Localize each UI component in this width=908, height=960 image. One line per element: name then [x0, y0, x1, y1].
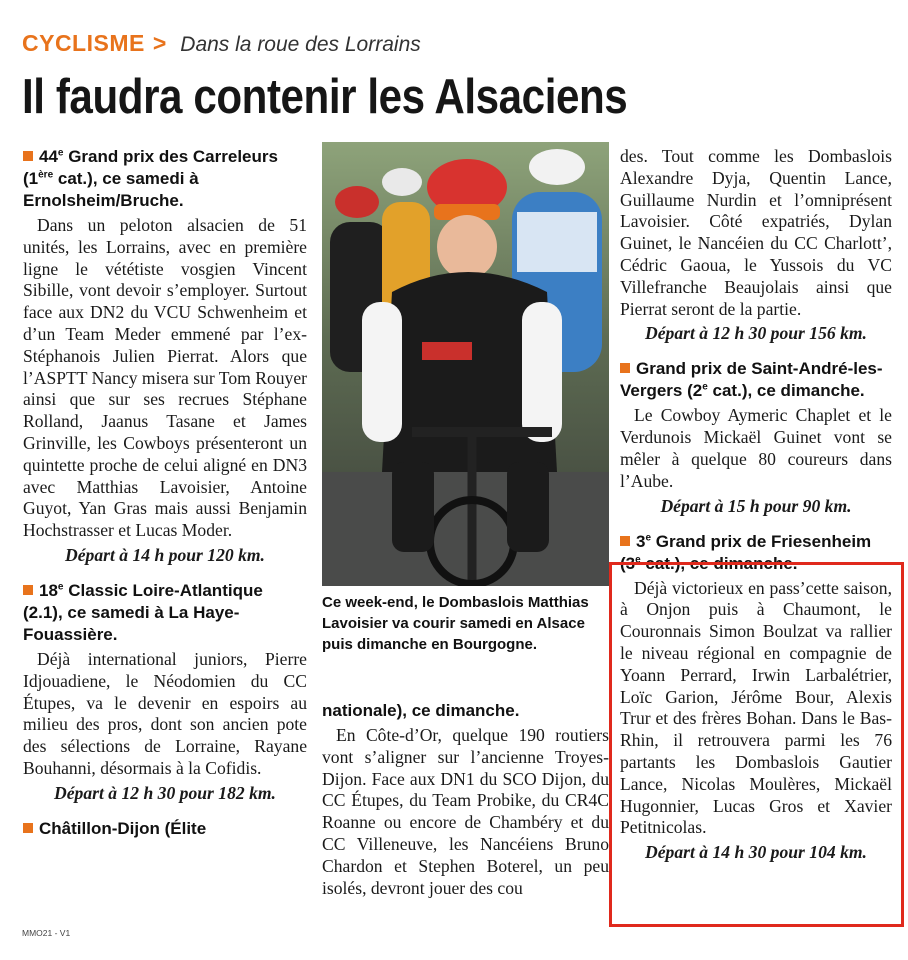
article-saint-andre [620, 358, 892, 516]
article-body: En Côte-d’Or, quelque 190 routiers vont s’aligner sur l’ancienne Troyes-Dijon. Face aux DN1 du SCO Dijon, du CC Étupes, du Team Probike, du CR4C Roanne ou encore de Chambéry et du CC Villeneuve, les Nancéiens Bruno Chardon et Stephen Boterel, un peu isolés, devront jouer des cou [322, 725, 609, 898]
article-depart: Départ à 12 h 30 pour 182 km. [54, 782, 276, 803]
article-classic [23, 580, 307, 804]
article-carreleurs [23, 146, 307, 566]
article-heading: 3e Grand prix de Friesenheim (3e cat.), ce dimanche. [620, 531, 872, 573]
article-heading: Grand prix de Saint-André-les-Vergers (2e cat.), ce dimanche. [620, 359, 883, 401]
bullet-square-icon [620, 363, 630, 373]
article-body: Le Cowboy Aymeric Chaplet et le Verdunois Mickaël Guinet vont se mêler à quelque 80 coureurs dans l’Aube. [620, 405, 892, 491]
section-subtitle: Dans la roue des Lorrains [180, 33, 421, 56]
page-headline: Il faudra contenir les Alsaciens [22, 70, 628, 124]
article-photo [322, 142, 609, 586]
chevron-right-icon: > [152, 30, 167, 56]
bullet-square-icon [23, 151, 33, 161]
highlight-frame [609, 562, 904, 927]
section-rubric: CYCLISME [22, 30, 145, 56]
article-depart: Départ à 15 h pour 90 km. [660, 495, 852, 516]
article-heading-continued: nationale), ce dimanche. [322, 701, 520, 720]
article-depart: Départ à 14 h 30 pour 104 km. [645, 842, 867, 863]
column-left [23, 146, 307, 843]
section-kicker [22, 30, 421, 58]
page-code: MMO21 - V1 [22, 928, 71, 938]
bullet-square-icon [23, 823, 33, 833]
article-body-continued: des. Tout comme les Dombaslois Alexandre Dyja, Quentin Lance, Guillaume Nurdin et l’omniprésent Lavoisier. Côté expatriés, Dylan Guinet, le Nancéien du CC Charlott’, Cédric Gaoua, le Yussois du VC Villefranche Beaujolais ainsi que Pierrat seront de la partie. [620, 146, 892, 319]
bullet-square-icon [620, 536, 630, 546]
article-chatillon-continued [620, 146, 892, 344]
article-depart: Départ à 14 h pour 120 km. [65, 544, 265, 565]
cyclists-photo-illustration [322, 142, 609, 586]
article-body: Déjà victorieux en pass’cette saison, à Onjon puis à Chaumont, le Couronnais Simon Boulzat va rallier le niveau régional en compagnie de Yoann Perrard, Irwin Larbalétrier, Loïc Garion, Jérôme Bour, Alexis Trur et des frères Bohan. Dans le Bas-Rhin, il retrouvera parmi les 76 partants les Dombaslois Gautier Lance, Nicolas Moulères, Mickaël Hugonnier, Lucas Gros et Xavier Petitnicolas. [620, 577, 892, 838]
article-depart: Départ à 12 h 30 pour 156 km. [645, 323, 867, 344]
bullet-square-icon [23, 585, 33, 595]
article-body: Déjà international juniors, Pierre Idjouadiene, le Néodomien du CC Étupes, va le devenir en espoirs au milieu des pros, dont son ancien pote des sélections de Lorraine, Rayane Bouhanni, désormais à la Cofidis. [23, 648, 307, 778]
article-chatillon-heading: Châtillon-Dijon (Élite [23, 818, 307, 840]
article-body: Dans un peloton alsacien de 51 unités, les Lorrains, avec en première ligne le vététiste vosgien Vincent Sibille, vont devoir s’employer. Surtout face aux DN2 du VCU Schwenheim et d’un Team Meder emmené par l’ex-Stéphanois Julien Pierrat. Alors que l’ASPTT Nancy misera sur Tom Rouyer ainsi que sur ses recrues Stéphane Rolland, Jaanus Tasane et James Grinville, les Cowboys présenteront un quintette proche de celui aligné en DN3 avec Matthias Lavoisier, Antoine Guyot, Yan Gras mais aussi Benjamin Hochstrasser et Lucas Moder. [23, 215, 307, 541]
photo-caption: Ce week-end, le Dombaslois Matthias Lavoisier va courir samedi en Alsace puis dimanche en Bourgogne. [322, 594, 589, 653]
article-heading: 18e Classic Loire-Atlantique (2.1), ce samedi à La Haye-Fouassière. [23, 580, 263, 644]
column-middle [322, 700, 609, 899]
article-heading: 44e Grand prix des Carreleurs (1ère cat.), ce samedi à Ernolsheim/Bruche. [23, 147, 278, 210]
